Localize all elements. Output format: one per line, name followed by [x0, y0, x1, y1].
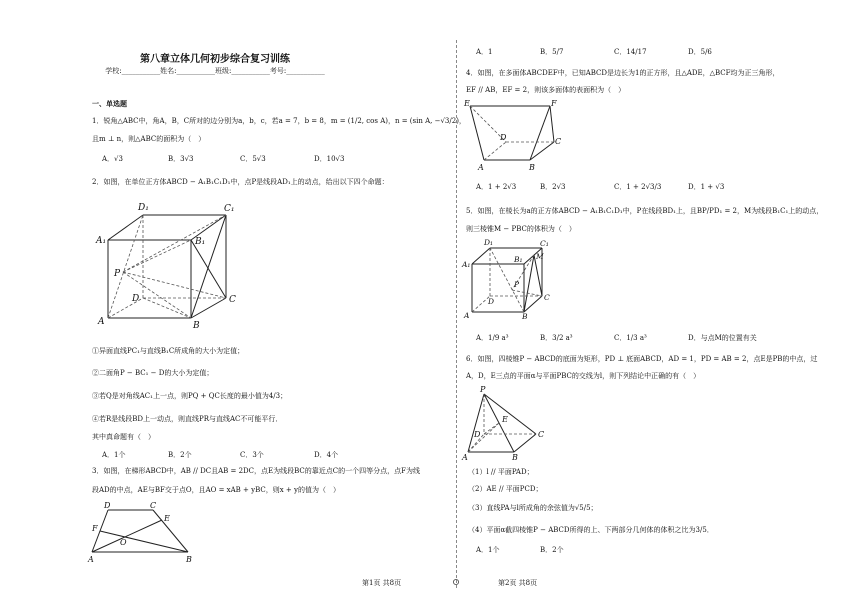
q4-label-d: D: [500, 133, 507, 142]
q5-label-c: C: [544, 293, 550, 302]
q2-label-p: P: [114, 269, 121, 279]
q1-stem-line2: 且m ⊥ n，则△ABC的面积为（ ）: [92, 135, 206, 143]
page-divider: [456, 40, 457, 588]
q4-option-a: A．1 + 2√3: [476, 183, 517, 191]
q3-label-e: E: [164, 514, 170, 523]
q3-option-a: A．1: [476, 48, 493, 56]
q2-stem: 2．如图，在单位正方体ABCD − A₁B₁C₁D₁中，点P是线段AD₁上的动点，给出以下四个命题：: [92, 178, 389, 186]
q6-label-c: C: [538, 430, 545, 439]
q5-label-a1: A₁: [462, 260, 471, 269]
q4-label-a: A: [478, 163, 484, 172]
q2-ask: 其中真命题有（ ）: [92, 433, 155, 441]
q6-prop-4: （4）平面α截四棱锥P − ABCD所得的上、下两部分几何体的体积之比为3/5．: [468, 526, 714, 534]
q1-option-b: B．3√3: [168, 155, 194, 163]
q5-label-a: A: [464, 311, 470, 320]
q4-option-d: D．1 + √3: [688, 183, 725, 191]
footer-page-right: 第2页 共8页: [498, 579, 538, 587]
q2-option-a: A．1个: [102, 451, 126, 459]
q2-option-c: C．3个: [240, 451, 264, 459]
q4-stem-line1: 4．如图，在多面体ABCDEF中，已知ABCD是边长为1的正方形，且△ADE，△BCF均为正三角形，: [466, 69, 780, 77]
student-info-line: 学校:___________姓名:___________班级:___________考号:___________: [105, 67, 325, 75]
q6-label-e: E: [502, 415, 508, 424]
q5-label-b: B: [522, 312, 528, 321]
q1-option-c: C．5√3: [240, 155, 266, 163]
q1-stem-line1: 1．锐角△ABC中，角A，B，C所对的边分别为a，b，c，若a = 7，b = 8，m = (1/2, cos A)，n = (sin A, −√3/2)，: [92, 117, 466, 125]
q4-polyhedron-figure: [462, 98, 562, 172]
q4-label-b: B: [529, 163, 535, 172]
q6-label-p: P: [480, 385, 486, 394]
q2-label-c: C: [229, 295, 236, 305]
q3-stem-line2: 段AD的中点，AE与BF交于点O，且AO = xAB + yBC，则x + y的值为（ ）: [92, 486, 340, 494]
q2-label-c1: C₁: [224, 204, 235, 214]
q5-stem-line1: 5．如图，在棱长为a的正方体ABCD − A₁B₁C₁D₁中，P在线段BD₁上，且BP/PD₁ = 2，M为线段B₁C₁上的动点，: [466, 207, 824, 215]
q6-option-b: B．2个: [540, 546, 564, 554]
q4-option-b: B．2√3: [540, 183, 566, 191]
q2-option-d: D．4个: [314, 451, 339, 459]
q4-label-e: E: [464, 99, 470, 108]
binding-circle-icon: [452, 578, 460, 586]
q6-option-a: A．1个: [476, 546, 500, 554]
q1-option-a: A．√3: [102, 155, 123, 163]
q6-label-d: D: [474, 430, 481, 439]
q4-option-c: C．1 + 2√3/3: [614, 183, 662, 191]
exam-title: 第八章立体几何初步综合复习训练: [140, 54, 290, 65]
q3-label-f: F: [92, 524, 98, 533]
q5-option-b: B．3/2 a³: [540, 334, 573, 342]
q2-label-b1: B₁: [195, 237, 206, 247]
q5-label-p: P: [514, 280, 520, 289]
q2-cube-figure: [96, 198, 246, 338]
footer-page-left: 第1页 共8页: [362, 579, 402, 587]
q6-prop-2: （2）AE // 平面PCD；: [468, 485, 543, 493]
q2-prop-2: ②二面角P − BC₁ − D的大小为定值；: [92, 369, 214, 377]
q4-stem-line2: EF // AB，EF = 2，则该多面体的表面积为（ ）: [466, 86, 626, 94]
q4-label-f: F: [551, 99, 557, 108]
q4-label-c: C: [555, 137, 562, 146]
q3-trapezoid-figure: [86, 502, 196, 564]
q5-label-d: D: [488, 297, 495, 306]
q5-option-c: C．1/3 a³: [614, 334, 647, 342]
q6-label-a: A: [462, 453, 468, 462]
q3-option-c: C．14/17: [614, 48, 647, 56]
q5-label-c1: C₁: [540, 239, 549, 248]
q5-label-m: M: [536, 252, 544, 261]
q5-cube-figure: [462, 238, 562, 321]
q1-option-d: D．10√3: [314, 155, 345, 163]
q5-option-d: D．与点M的位置有关: [688, 334, 757, 342]
q2-prop-1: ①异面直线PC₁与直线B₁C所成角的大小为定值；: [92, 347, 245, 355]
q2-label-a1: A₁: [96, 236, 107, 246]
q6-prop-1: （1）l // 平面PAD；: [468, 468, 534, 476]
q3-label-a: A: [88, 555, 94, 564]
q3-option-d: D．5/6: [688, 48, 712, 56]
q2-prop-3: ③若Q是对角线AC₁上一点，则PQ + QC长度的最小值为4/3；: [92, 392, 288, 400]
q3-stem-line1: 3．如图，在梯形ABCD中，AB // DC且AB = 2DC，点E为线段BC的靠近点C的一个四等分点，点F为线: [92, 467, 420, 475]
q2-label-d1: D₁: [138, 203, 149, 213]
q3-label-c: C: [150, 501, 157, 510]
q3-label-d: D: [104, 501, 111, 510]
q5-option-a: A．1/9 a³: [476, 334, 509, 342]
q2-label-b: B: [193, 321, 200, 331]
q6-label-b: B: [512, 453, 518, 462]
q6-prop-3: （3）直线PA与l所成角的余弦值为√5/5；: [468, 504, 598, 512]
q5-label-b1: B₁: [514, 255, 523, 264]
q3-label-b: B: [186, 555, 192, 564]
q2-label-d: D: [132, 294, 140, 304]
q5-label-d1: D₁: [484, 238, 494, 247]
q6-pyramid-figure: [462, 384, 552, 460]
q2-label-a: A: [98, 317, 105, 327]
q5-stem-line2: 则三棱锥M − PBC的体积为（ ）: [466, 225, 576, 233]
q3-label-o: O: [120, 538, 127, 547]
q2-prop-4: ④若R是线段BD上一动点，则直线PR与直线AC不可能平行．: [92, 415, 283, 423]
q6-stem-line1: 6．如图，四棱锥P − ABCD的底面为矩形，PD ⊥ 底面ABCD，AD = 1，PD = AB = 2，点E是PB的中点，过: [466, 355, 818, 363]
section-heading: 一、单选题: [92, 99, 127, 108]
q3-option-b: B．5/7: [540, 48, 564, 56]
q2-option-b: B．2个: [168, 451, 192, 459]
q6-stem-line2: A，D，E三点的平面α与平面PBC的交线为l，则下列结论中正确的有（ ）: [466, 372, 701, 380]
